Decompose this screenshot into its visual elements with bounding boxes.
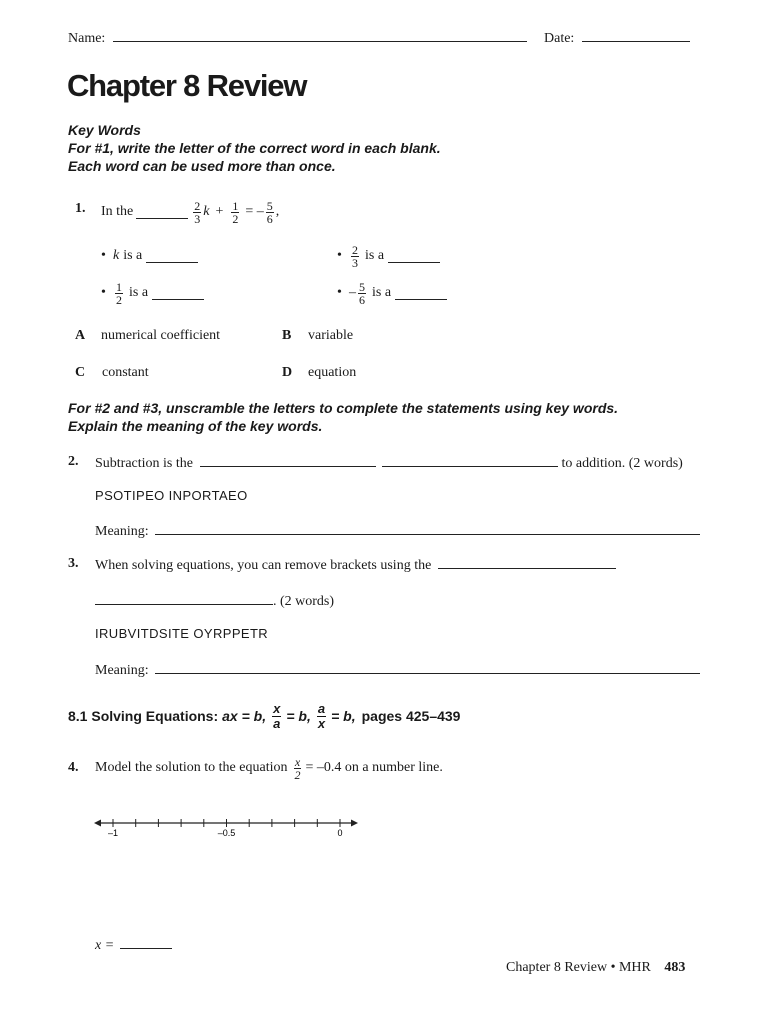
q2-blank-2[interactable] bbox=[382, 454, 558, 467]
date-field[interactable] bbox=[544, 29, 690, 47]
q1-lead: In the bbox=[101, 204, 134, 219]
q3-meaning: Meaning: bbox=[95, 661, 700, 679]
section-8-1-heading: 8.1 Solving Equations: ax = b, $\frac{x}{a}$ = b, $\frac{a}{x}$ = b, pages 425–439 bbox=[68, 700, 461, 731]
q3-number: 3. bbox=[68, 556, 79, 571]
q3-prompt-cont: . (2 words) bbox=[95, 592, 334, 610]
option-c: C constant bbox=[75, 365, 149, 380]
q4-prompt: Model the solution to the equation $\frac{x}{2}$ = –0.4 on a number line. bbox=[95, 754, 443, 782]
instructions-2-3-line-2: Explain the meaning of the key words. bbox=[68, 418, 323, 434]
key-words-instruction-1: For #1, write the letter of the correct word in each blank. bbox=[68, 140, 441, 156]
q1-plus: + bbox=[215, 204, 224, 219]
q1-prompt: In the $\frac{2}{3}$ k + $\frac{1}{2}$ = – $\frac{5}{6}$ , bbox=[101, 198, 280, 226]
tick-label-0: 0 bbox=[337, 828, 343, 838]
instructions-2-3-line-1: For #2 and #3, unscramble the letters to complete the statements using key words. bbox=[68, 400, 619, 416]
q1-bullet-k: • k is a bbox=[101, 246, 198, 266]
q3-prompt: When solving equations, you can remove brackets using the bbox=[95, 556, 616, 574]
q3-meaning-blank[interactable] bbox=[155, 661, 700, 674]
q1-fraction-constant: $\frac{1}{2}$ bbox=[232, 198, 239, 226]
q2-meaning: Meaning: bbox=[95, 522, 700, 540]
date-blank[interactable] bbox=[582, 29, 690, 42]
q1-number: 1. bbox=[75, 201, 86, 216]
q1-fraction-coefficient: $\frac{2}{3}$ bbox=[194, 198, 201, 226]
name-blank[interactable] bbox=[113, 29, 527, 42]
footer bbox=[506, 960, 685, 976]
key-words-instruction-2: Each word can be used more than once. bbox=[68, 158, 336, 174]
name-field[interactable] bbox=[68, 29, 527, 47]
q1-bullet-one-half: • $\frac{1}{2}$ is a bbox=[101, 276, 204, 310]
q4-number: 4. bbox=[68, 760, 79, 775]
q1-bullet-two-thirds: • $\frac{2}{3}$ is a bbox=[337, 239, 440, 273]
footer-text: Chapter 8 Review • MHR bbox=[506, 960, 651, 975]
q4-answer: x = bbox=[95, 936, 172, 954]
number-line[interactable] bbox=[90, 812, 370, 844]
option-b: B variable bbox=[282, 328, 354, 343]
q4-answer-blank[interactable] bbox=[120, 936, 172, 949]
q3-blank-1[interactable] bbox=[438, 556, 616, 569]
q1-blank-neg-five-sixths[interactable] bbox=[395, 287, 447, 300]
page-title: Chapter 8 Review bbox=[67, 68, 307, 103]
q2-blank-1[interactable] bbox=[200, 454, 376, 467]
q1-blank-one-half[interactable] bbox=[152, 287, 204, 300]
q2-prompt: Subtraction is the to addition. (2 words) bbox=[95, 456, 683, 471]
tick-label-neg0-5: –0.5 bbox=[217, 828, 236, 838]
q1-variable: k bbox=[203, 204, 210, 219]
option-a: A numerical coefficient bbox=[75, 328, 221, 343]
tick-label-neg1: –1 bbox=[107, 828, 119, 838]
key-words-heading: Key Words bbox=[68, 122, 141, 138]
q1-blank-k[interactable] bbox=[146, 250, 198, 263]
name-label: Name: bbox=[68, 31, 106, 46]
q1-bullet-neg-five-sixths: • – $\frac{5}{6}$ is a bbox=[337, 276, 447, 310]
left-arrow-icon bbox=[94, 820, 101, 827]
date-label: Date: bbox=[544, 31, 575, 46]
q1-fraction-result: $\frac{5}{6}$ bbox=[266, 198, 273, 226]
q1-blank-main[interactable] bbox=[136, 206, 188, 219]
q1-blank-two-thirds[interactable] bbox=[388, 250, 440, 263]
q3-blank-2[interactable] bbox=[95, 592, 273, 605]
q1-equals: = – bbox=[245, 204, 264, 219]
q2-scramble: PSOTIPEO INPORTAEO bbox=[95, 488, 248, 503]
right-arrow-icon bbox=[351, 820, 358, 827]
q3-scramble: IRUBVITDSITE OYRPPETR bbox=[95, 626, 269, 641]
q2-meaning-blank[interactable] bbox=[155, 522, 700, 535]
page-number: 483 bbox=[664, 960, 686, 975]
option-d: D equation bbox=[282, 365, 357, 380]
q2-number: 2. bbox=[68, 454, 79, 469]
